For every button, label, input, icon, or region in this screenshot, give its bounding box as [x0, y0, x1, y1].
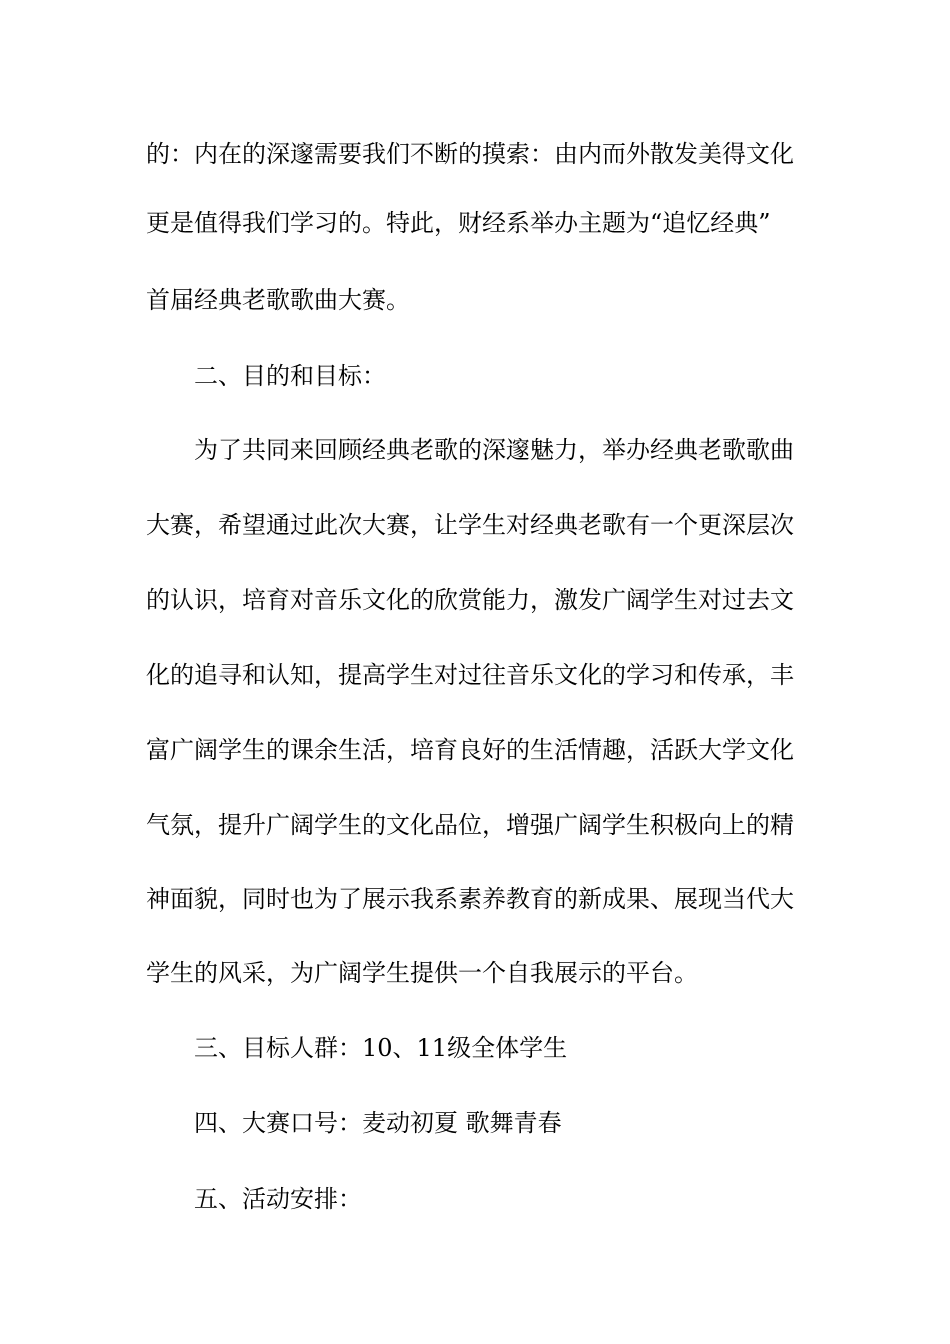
- paragraph-line-12: 学生的风采，为广阔学生提供一个自我展示的平台。: [146, 959, 698, 987]
- paragraph-line-7: 的认识，培育对音乐文化的欣赏能力，激发广阔学生对过去文: [146, 586, 794, 614]
- section-heading-target-audience: 三、目标人群：10、11级全体学生: [194, 1034, 568, 1062]
- paragraph-line-1: 的：内在的深邃需要我们不断的摸索：由内而外散发美得文化: [146, 140, 794, 168]
- paragraph-line-9: 富广阔学生的课余生活，培育良好的生活情趣，活跃大学文化: [146, 736, 794, 764]
- paragraph-line-6: 大赛，希望通过此次大赛，让学生对经典老歌有一个更深层次: [146, 511, 794, 539]
- paragraph-line-5: 为了共同来回顾经典老歌的深邃魅力，举办经典老歌歌曲: [194, 436, 794, 464]
- section-heading-schedule: 五、活动安排：: [194, 1185, 362, 1213]
- paragraph-line-8: 化的追寻和认知，提高学生对过往音乐文化的学习和传承，丰: [146, 661, 794, 689]
- section-heading-goals: 二、目的和目标：: [194, 362, 386, 390]
- paragraph-line-10: 气氛，提升广阔学生的文化品位，增强广阔学生积极向上的精: [146, 811, 794, 839]
- paragraph-line-2: 更是值得我们学习的。特此，财经系举办主题为“追忆经典”: [146, 209, 771, 237]
- section-heading-slogan: 四、大赛口号：麦动初夏 歌舞青春: [194, 1109, 562, 1137]
- paragraph-line-3: 首届经典老歌歌曲大赛。: [146, 286, 410, 314]
- paragraph-line-11: 神面貌，同时也为了展示我系素养教育的新成果、展现当代大: [146, 885, 794, 913]
